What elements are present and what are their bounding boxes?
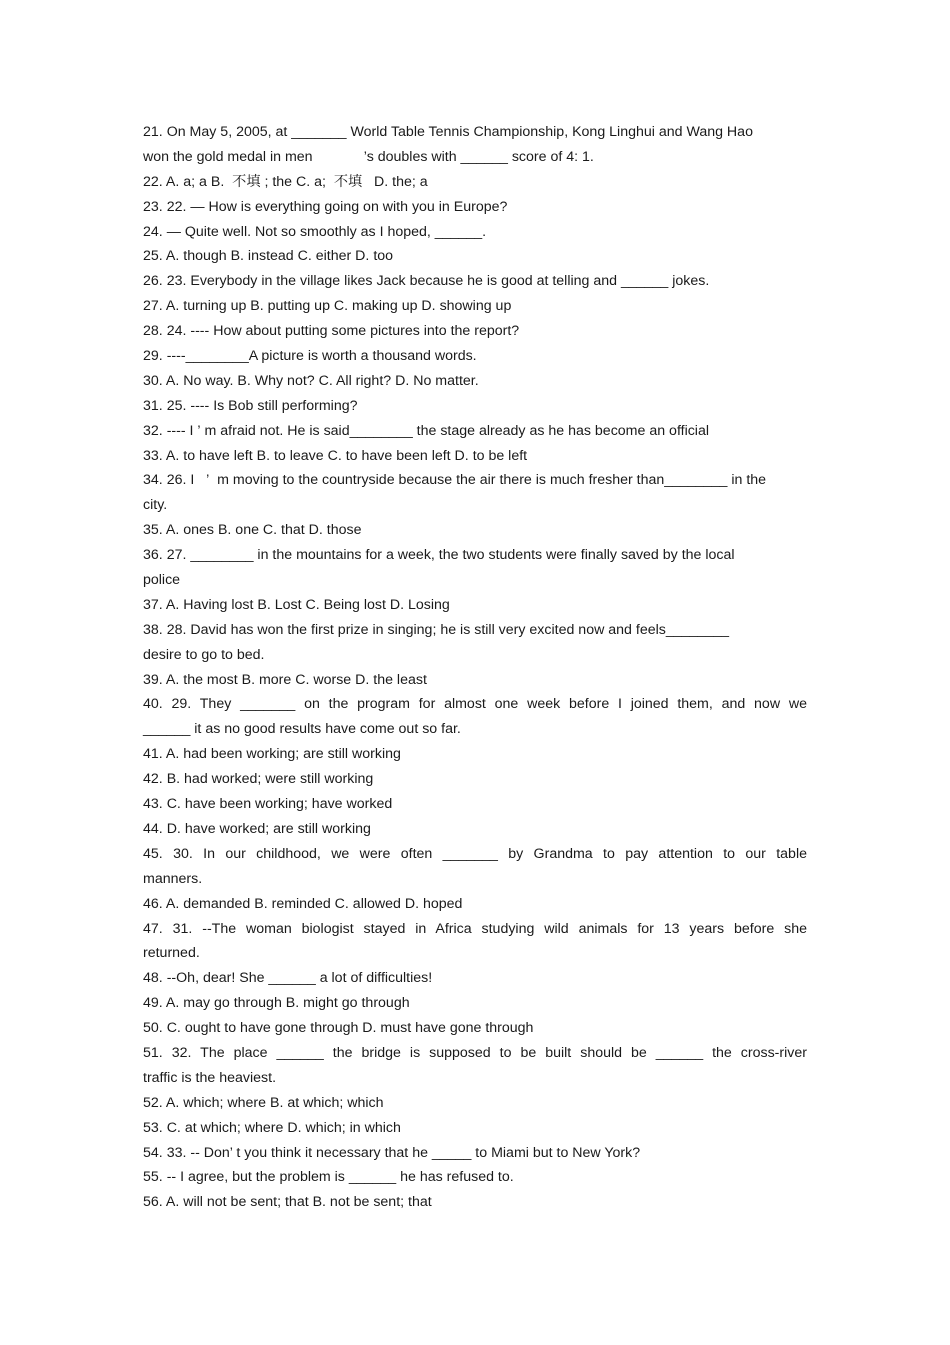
line-text: 26. I ’ m moving to the countryside because the air there is much fresher than________ in the — [166, 472, 767, 489]
line-number: 52. — [143, 1094, 163, 1111]
question-line — [143, 220, 807, 245]
question-line — [143, 966, 807, 991]
line-text: -- I agree, but the problem is ______ he has refused to. — [166, 1169, 514, 1186]
line-number: 28. — [143, 323, 163, 340]
line-text: A. No way. B. Why not? C. All right? D. No matter. — [165, 372, 479, 389]
line-text: D. have worked; are still working — [166, 820, 371, 837]
question-line — [143, 170, 807, 195]
line-continuation: ______ it as no good results have come out so far. — [143, 721, 461, 738]
line-text: 33. -- Don’ t you think it necessary that he _____ to Miami but to New York? — [166, 1144, 641, 1161]
line-number: 46. — [143, 895, 163, 912]
line-number: 49. — [143, 995, 163, 1012]
line-number: 25. — [143, 248, 163, 265]
line-text: A. the most B. more C. worse D. the least — [165, 671, 427, 688]
line-number: 37. — [143, 596, 163, 613]
line-text: A. demanded B. reminded C. allowed D. hoped — [165, 895, 463, 912]
line-text: 25. ---- Is Bob still performing? — [166, 397, 358, 414]
question-line — [143, 269, 807, 294]
line-text: C. ought to have gone through D. must have gone through — [166, 1020, 534, 1037]
line-text: A. which; where B. at which; which — [165, 1094, 384, 1111]
line-text: 28. David has won the first prize in singing; he is still very excited now and feels________ — [166, 621, 729, 638]
line-text: C. at which; where D. which; in which — [166, 1119, 401, 1136]
question-line — [143, 195, 807, 220]
question-line — [143, 668, 807, 693]
line-number: 34. — [143, 472, 163, 489]
line-number: 33. — [143, 447, 163, 464]
question-line — [143, 917, 807, 942]
line-text: ---- I ’ m afraid not. He is said________ the stage already as he has become an official — [166, 422, 710, 439]
document-page — [143, 120, 807, 1215]
line-number: 44. — [143, 820, 163, 837]
line-number: 21. — [143, 124, 163, 140]
line-text: A. to have left B. to leave C. to have been left D. to be left — [165, 447, 528, 464]
line-number: 50. — [143, 1020, 163, 1037]
line-number: 27. — [143, 298, 163, 315]
line-continuation: won the gold medal in men ’s doubles with ______ score of 4: 1. — [143, 148, 594, 165]
line-number: 31. — [143, 397, 163, 414]
line-number: 35. — [143, 522, 163, 539]
line-number: 40. — [143, 696, 163, 713]
question-line — [143, 593, 807, 618]
line-text: — Quite well. Not so smoothly as I hoped, ______. — [166, 223, 487, 240]
question-line — [143, 767, 807, 792]
line-number: 45. — [143, 845, 163, 862]
line-continuation: desire to go to bed. — [143, 646, 265, 663]
question-line — [143, 1116, 807, 1141]
line-number: 26. — [143, 273, 163, 290]
line-text: 23. Everybody in the village likes Jack because he is good at telling and ______ jokes. — [166, 273, 710, 290]
question-line — [143, 1190, 807, 1215]
line-text: B. had worked; were still working — [166, 771, 374, 788]
question-line — [143, 468, 807, 493]
line-number: 38. — [143, 621, 163, 638]
line-number: 48. — [143, 970, 163, 987]
question-line — [143, 419, 807, 444]
line-text: 27. ________ in the mountains for a week, the two students were finally saved by the local — [166, 547, 735, 564]
line-number: 55. — [143, 1169, 163, 1186]
line-continuation: manners. — [143, 870, 203, 887]
line-number: 23. — [143, 198, 163, 215]
line-text: 31. --The woman biologist stayed in Africa studying wild animals for 13 years before she — [172, 920, 807, 937]
line-number: 53. — [143, 1119, 163, 1136]
line-text: A. ones B. one C. that D. those — [165, 522, 362, 539]
question-line — [143, 294, 807, 319]
line-number: 24. — [143, 223, 163, 240]
line-text: 22. — How is everything going on with you in Europe? — [166, 198, 508, 215]
line-number: 22. — [143, 173, 163, 190]
question-line — [143, 319, 807, 344]
line-text: 30. In our childhood, we were often _______ by Grandma to pay attention to our table — [173, 845, 807, 862]
line-continuation: traffic is the heaviest. — [143, 1069, 277, 1086]
question-line — [143, 742, 807, 767]
question-line — [143, 842, 807, 867]
question-line — [143, 244, 807, 269]
line-text: A. Having lost B. Lost C. Being lost D. Losing — [165, 596, 450, 613]
line-text: A. will not be sent; that B. not be sent; that — [165, 1194, 432, 1211]
question-line — [143, 792, 807, 817]
line-text: 29. They _______ on the program for almost one week before I joined them, and now we — [171, 696, 807, 713]
line-number: 30. — [143, 372, 163, 389]
line-text: --Oh, dear! She ______ a lot of difficulties! — [166, 970, 433, 987]
line-number: 47. — [143, 920, 163, 937]
line-text: 32. The place ______ the bridge is supposed to be built should be ______ the cross-river — [171, 1044, 807, 1061]
line-number: 51. — [143, 1044, 163, 1061]
line-text: A. a; a B. 不填 ; the C. a; 不填 D. the; a — [165, 173, 428, 190]
question-line — [143, 692, 807, 717]
line-number: 29. — [143, 348, 163, 365]
line-text: A. may go through B. might go through — [165, 995, 410, 1012]
question-line — [143, 394, 807, 419]
line-continuation: returned. — [143, 945, 200, 962]
question-line — [143, 892, 807, 917]
question-line — [143, 120, 807, 145]
line-number: 36. — [143, 547, 163, 564]
line-number: 41. — [143, 746, 163, 763]
question-line — [143, 618, 807, 643]
line-text: A. turning up B. putting up C. making up D. showing up — [165, 298, 512, 315]
line-number: 39. — [143, 671, 163, 688]
line-number: 43. — [143, 796, 163, 813]
question-line — [143, 1165, 807, 1190]
line-text: C. have been working; have worked — [166, 796, 393, 813]
question-line — [143, 817, 807, 842]
question-line — [143, 991, 807, 1016]
question-line — [143, 518, 807, 543]
question-line — [143, 543, 807, 568]
question-line — [143, 369, 807, 394]
line-text: 24. ---- How about putting some pictures into the report? — [166, 323, 520, 340]
question-line — [143, 444, 807, 469]
line-number: 32. — [143, 422, 163, 439]
line-text: A. had been working; are still working — [165, 746, 401, 763]
question-line — [143, 1041, 807, 1066]
line-continuation: city. — [143, 497, 168, 514]
line-number: 42. — [143, 771, 163, 788]
question-line — [143, 1091, 807, 1116]
line-number: 56. — [143, 1194, 163, 1211]
line-number: 54. — [143, 1144, 163, 1161]
line-continuation: police — [143, 572, 181, 589]
question-line — [143, 344, 807, 369]
line-text: A. though B. instead C. either D. too — [165, 248, 394, 265]
question-line — [143, 1016, 807, 1041]
line-text: On May 5, 2005, at _______ World Table Tennis Championship, Kong Linghui and Wang Hao — [166, 124, 753, 140]
line-text: ----________A picture is worth a thousand words. — [166, 348, 477, 365]
question-line — [143, 1141, 807, 1166]
